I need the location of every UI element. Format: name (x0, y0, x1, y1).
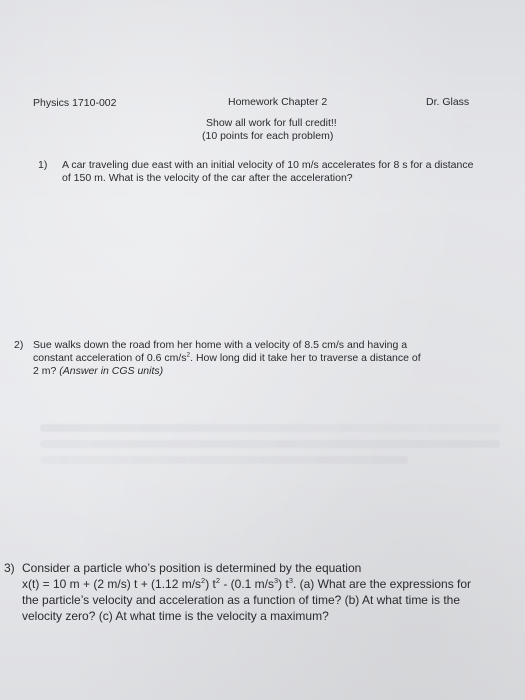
problem-2-line: constant acceleration of 0.6 $cm/s^2$. How long did it take her to traverse a distance of (33, 351, 421, 364)
problem-2-number: 2) (14, 339, 24, 351)
problem-3-number: 3) (4, 561, 15, 575)
instruction-text: Show all work for full credit!! (206, 117, 337, 129)
problem-1-line: of 150 m. What is the velocity of the car after the acceleration? (62, 172, 353, 184)
problem-1 (38, 159, 498, 185)
problem-3-line: Consider a particle who’s position is determined by the equation (22, 561, 362, 575)
course-name: Physics 1710-002 (33, 97, 117, 109)
instructor-name: Dr. Glass (426, 96, 470, 108)
bleed-through-text (40, 420, 500, 470)
problem-2 (14, 339, 494, 378)
cgs-note: (Answer in CGS units) (59, 365, 164, 377)
problem-3 (4, 560, 519, 624)
problem-2-line: Sue walks down the road from her home with a velocity of 8.5 cm/s and having a (33, 339, 408, 351)
problem-3-line: the particle’s velocity and acceleration as a function of time? (b) At what time is the (22, 593, 460, 607)
assignment-title: Homework Chapter 2 (228, 96, 328, 108)
problem-2-line: 2 m? (Answer in CGS units) (33, 365, 164, 377)
problem-1-number: 1) (38, 159, 48, 171)
points-note: (10 points for each problem) (202, 130, 334, 142)
problem-3-equation: x(t) = 10 m + (2 m/s) t + (1.12 $m/s^2$) $t^2 - (0.1$ $m/s^3$) $t^3$. (a) What are the expressions for (22, 576, 472, 591)
problem-3-line: velocity zero? (c) At what time is the velocity a maximum? (22, 609, 329, 623)
problem-1-line: A car traveling due east with an initial velocity of 10 m/s accelerates for 8 s for a distance (62, 159, 474, 171)
